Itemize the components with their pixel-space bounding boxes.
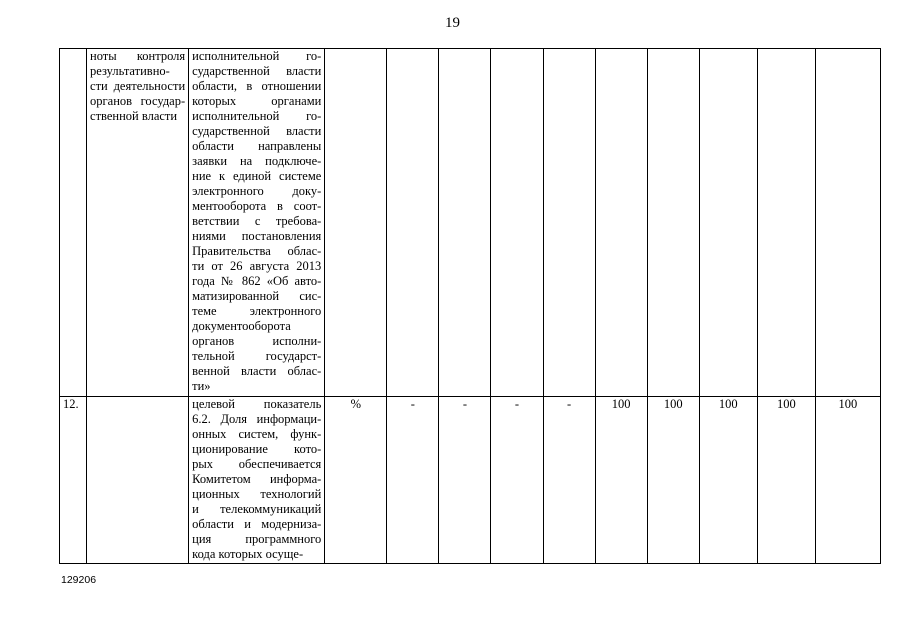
value-cell	[491, 49, 543, 397]
value-cell	[815, 49, 880, 397]
text-line: венной власти облас-	[192, 364, 322, 378]
text-line: ние к единой системе	[192, 169, 322, 183]
text-line: сударственной власти	[192, 124, 322, 138]
value-cell	[647, 49, 699, 397]
text-line: ментооборота в соот-	[192, 199, 322, 213]
text-line: органов государ-	[90, 94, 186, 108]
text-line: ционных технологий	[192, 487, 322, 501]
document-code: 129206	[61, 574, 97, 586]
value-cell	[543, 49, 595, 397]
unit-cell: %	[325, 397, 387, 564]
text-line: сти деятельности	[90, 79, 186, 93]
text-line: кода которых осуще-	[192, 547, 304, 561]
table-row	[60, 49, 881, 397]
text-line: исполнительной го-	[192, 109, 322, 123]
row-index	[60, 49, 87, 397]
page-number: 19	[445, 15, 460, 31]
text-line: тельной государст-	[192, 349, 322, 363]
value-cell	[595, 49, 647, 397]
program-name-cell	[87, 397, 189, 564]
value-cell: -	[491, 397, 543, 564]
text-line: области направлены	[192, 139, 322, 153]
text-line: ноты контроля	[90, 49, 186, 63]
value-cell: 100	[699, 397, 757, 564]
text-line: ственной власти	[90, 109, 178, 123]
text-line: органов исполни-	[192, 334, 322, 348]
value-cell: 100	[815, 397, 880, 564]
text-line: ниями постановления	[192, 229, 322, 243]
text-line: рых обеспечивается	[192, 457, 322, 471]
row-index: 12.	[60, 397, 87, 564]
text-line: Правительства облас-	[192, 244, 322, 258]
text-line: электронного доку-	[192, 184, 322, 198]
text-line: результативно-	[90, 64, 170, 78]
value-cell: 100	[647, 397, 699, 564]
value-cell	[757, 49, 815, 397]
text-line: и телекоммуникаций	[192, 502, 322, 516]
text-line: которых органами	[192, 94, 322, 108]
text-line: матизированной сис-	[192, 289, 322, 303]
indicator-description-cell	[189, 397, 325, 564]
unit-cell	[325, 49, 387, 397]
text-line: целевой показатель	[192, 397, 322, 411]
text-line: ветствии с требова-	[192, 214, 322, 228]
text-line: ти от 26 августа 2013	[192, 259, 322, 273]
text-line: области, в отношении	[192, 79, 322, 93]
table-row	[60, 397, 881, 564]
value-cell: -	[387, 397, 439, 564]
value-cell: -	[543, 397, 595, 564]
text-line: ти»	[192, 379, 211, 393]
text-line: документооборота	[192, 319, 291, 333]
text-line: сударственной власти	[192, 64, 322, 78]
value-cell: 100	[757, 397, 815, 564]
text-line: теме электронного	[192, 304, 322, 318]
text-line: 6.2. Доля информаци-	[192, 412, 322, 426]
value-cell: -	[439, 397, 491, 564]
text-line: области и модерниза-	[192, 517, 322, 531]
indicator-description-cell	[189, 49, 325, 397]
indicator-table	[59, 48, 881, 564]
text-line: года № 862 «Об авто-	[192, 274, 322, 288]
text-line: Комитетом информа-	[192, 472, 322, 486]
text-line: ционирование кото-	[192, 442, 322, 456]
value-cell: 100	[595, 397, 647, 564]
text-line: исполнительной го-	[192, 49, 322, 63]
text-line: онных систем, функ-	[192, 427, 322, 441]
value-cell	[439, 49, 491, 397]
text-line: заявки на подключе-	[192, 154, 322, 168]
value-cell	[699, 49, 757, 397]
text-line: ция программного	[192, 532, 322, 546]
program-name-cell	[87, 49, 189, 397]
value-cell	[387, 49, 439, 397]
